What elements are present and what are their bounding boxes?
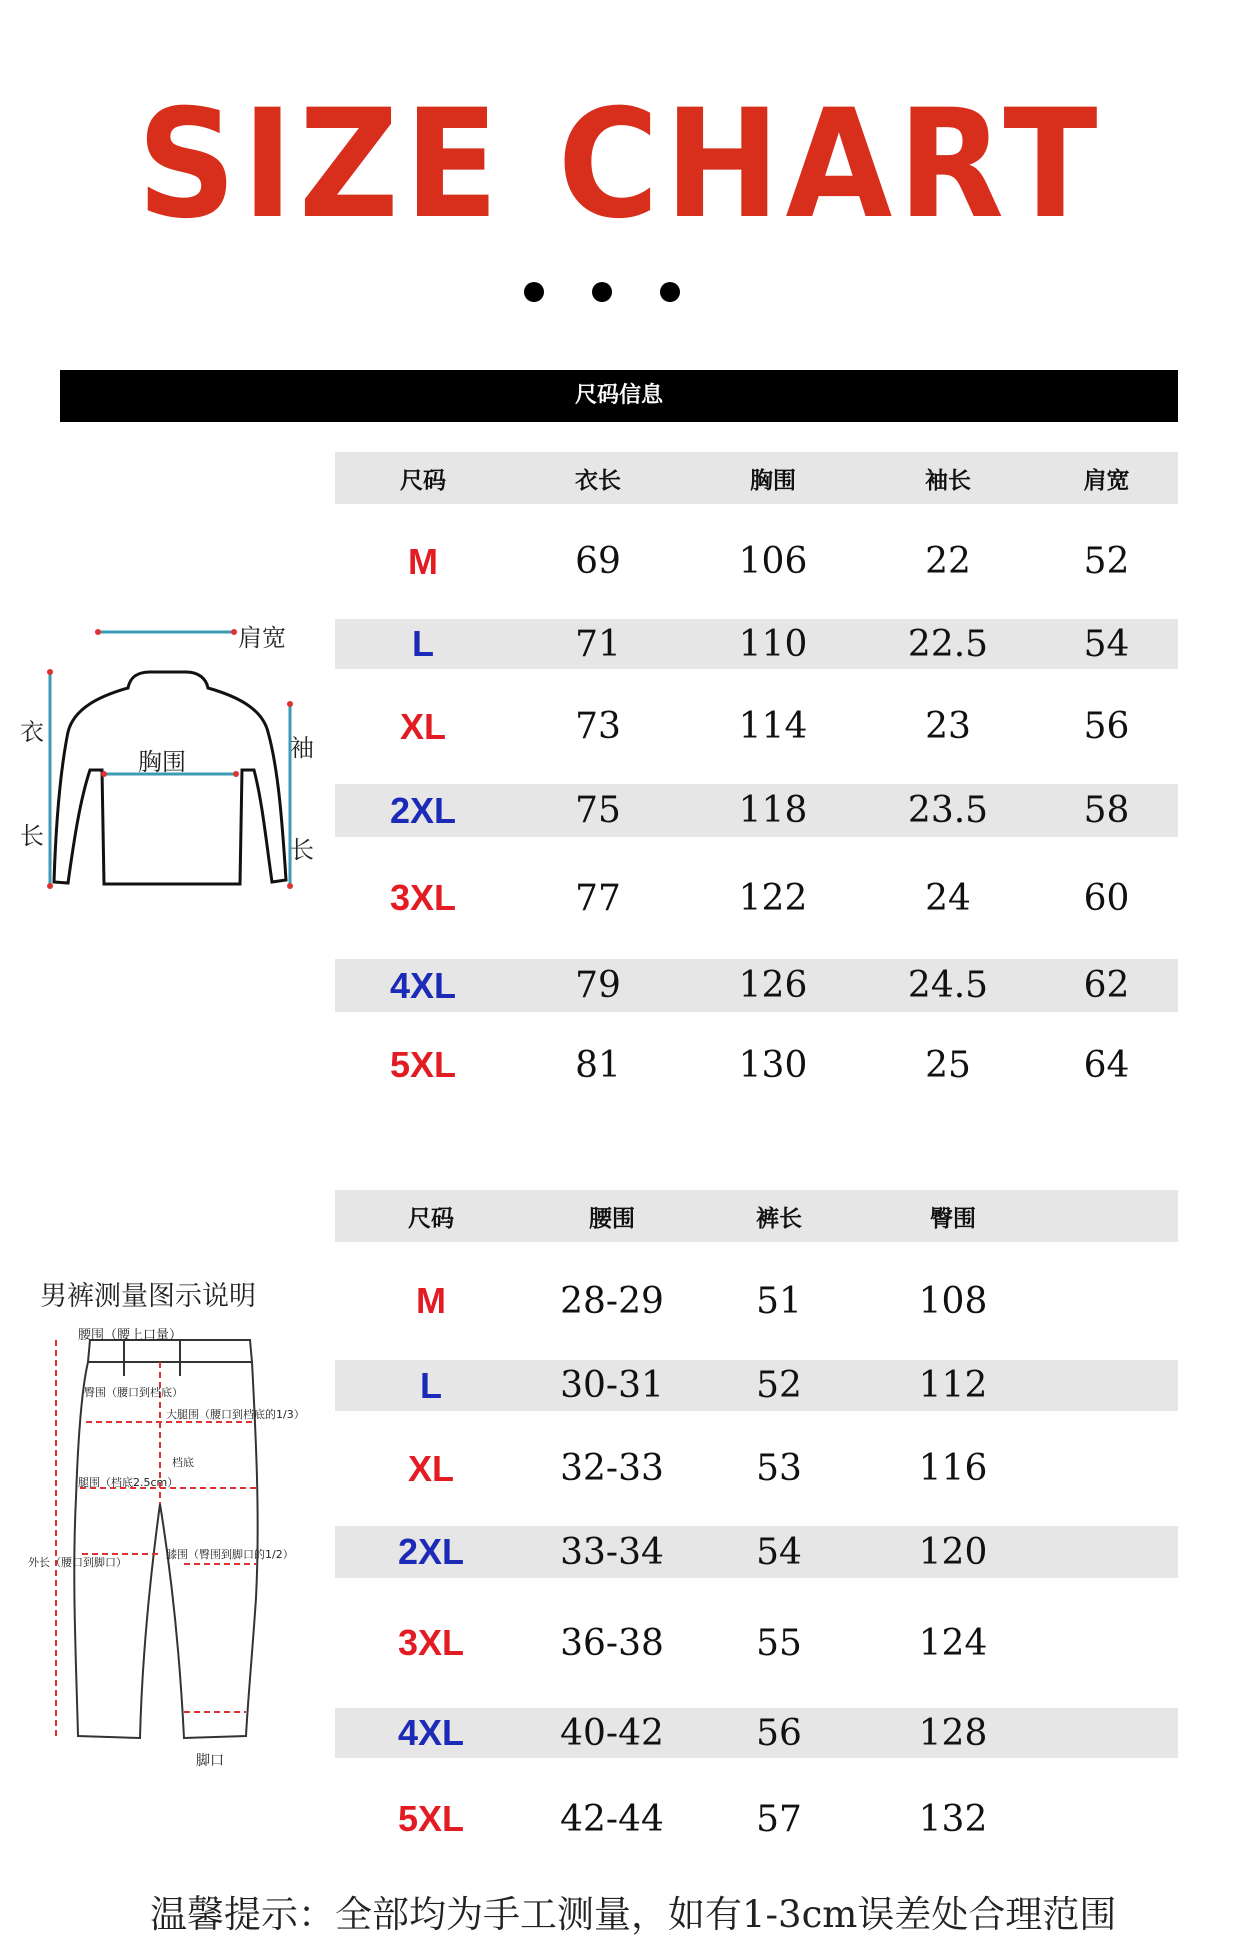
empty-cell (1045, 1526, 1178, 1578)
pants-hem-label: 脚口 (196, 1753, 224, 1769)
empty-cell (1045, 1411, 1178, 1526)
value-cell: 64 (1083, 1044, 1130, 1086)
header-shoulder: 肩宽 (1035, 452, 1178, 504)
value-cell: 23 (925, 706, 971, 747)
table-row (335, 1708, 1178, 1758)
table-header-row (335, 452, 1178, 504)
footer-note: 温馨提示：全部均为手工测量，如有1-3cm误差处合理范围 (150, 1893, 1117, 1936)
value-cell: 53 (756, 1448, 802, 1489)
table-row (335, 1411, 1178, 1526)
sleeve-label-top: 袖 (290, 734, 314, 762)
value-cell: 28-29 (560, 1280, 664, 1322)
table-row (335, 784, 1178, 837)
size-cell: L (335, 1360, 527, 1411)
empty-cell (1045, 1360, 1178, 1411)
value-cell: 24.5 (861, 959, 1035, 1012)
table-row (335, 1526, 1178, 1578)
value-cell: 56 (1083, 706, 1130, 747)
pants-outseam-label: 外长（腰口到脚口） (28, 1556, 127, 1569)
value-cell: 57 (756, 1798, 802, 1840)
value-cell: 54 (697, 1526, 861, 1578)
value-cell: 108 (918, 1280, 988, 1322)
table-row (335, 1578, 1178, 1708)
value-cell: 51 (756, 1280, 802, 1322)
value-cell: 112 (861, 1360, 1045, 1411)
pants-diagram-caption: 男裤测量图示说明 (40, 1281, 256, 1312)
header-chest: 胸围 (685, 452, 861, 504)
header-pants-length: 裤长 (697, 1190, 861, 1242)
shoulder-label: 肩宽 (238, 624, 286, 652)
jacket-size-table (335, 452, 1178, 1118)
value-cell: 130 (738, 1044, 808, 1086)
size-cell: XL (407, 1447, 454, 1489)
length-label-bottom: 长 (20, 822, 44, 850)
header-sleeve: 袖长 (861, 452, 1035, 504)
decorative-dots (524, 282, 684, 304)
size-info-banner: 尺码信息 (60, 370, 1178, 422)
value-cell: 69 (575, 541, 621, 582)
chest-label: 胸围 (138, 748, 186, 776)
header-size: 尺码 (335, 1190, 527, 1242)
value-cell: 56 (697, 1708, 861, 1758)
dot-icon (524, 282, 544, 302)
size-cell: 2XL (335, 1526, 527, 1578)
jacket-outline-icon (54, 672, 286, 884)
pants-waist-label: 腰围（腰上口量） (78, 1328, 183, 1343)
table-header-row (335, 1190, 1178, 1242)
value-cell: 110 (685, 619, 861, 669)
pants-thigh2-label: 腿围（档底2.5cm） (78, 1476, 179, 1489)
empty-cell (1045, 1708, 1178, 1758)
pants-thigh-label: 大腿围（腰口到档底的1/3） (166, 1408, 305, 1421)
size-cell: 3XL (397, 1622, 465, 1663)
value-cell: 106 (738, 541, 808, 582)
header-hip: 臀围 (861, 1190, 1045, 1242)
table-row (335, 959, 1178, 1012)
size-cell: L (335, 619, 511, 669)
table-row (335, 669, 1178, 784)
size-cell: 2XL (335, 784, 511, 837)
table-row (335, 1242, 1178, 1360)
table-row (335, 504, 1178, 619)
size-cell: M (408, 540, 438, 582)
size-cell: 4XL (335, 1708, 527, 1758)
pants-knee-label: 膝围（臀围到脚口的1/2） (166, 1548, 294, 1561)
value-cell: 22 (925, 541, 971, 582)
value-cell: 24 (925, 877, 971, 919)
value-cell: 114 (738, 706, 808, 747)
size-cell: 3XL (389, 877, 457, 918)
value-cell: 40-42 (527, 1708, 697, 1758)
empty-cell (1045, 1242, 1178, 1360)
size-cell: 5XL (397, 1798, 465, 1839)
dot-icon (660, 282, 680, 302)
value-cell: 62 (1035, 959, 1178, 1012)
page-title: SIZE CHART (136, 78, 1104, 252)
value-cell: 54 (1035, 619, 1178, 669)
value-cell: 25 (925, 1044, 971, 1086)
length-label-top: 衣 (20, 718, 44, 746)
size-cell: 4XL (335, 959, 511, 1012)
value-cell: 128 (861, 1708, 1045, 1758)
value-cell: 23.5 (861, 784, 1035, 837)
header-waist: 腰围 (527, 1190, 697, 1242)
value-cell: 77 (575, 877, 621, 919)
header-length: 衣长 (511, 452, 685, 504)
table-row (335, 837, 1178, 959)
value-cell: 79 (511, 959, 685, 1012)
table-row (335, 1360, 1178, 1411)
header-size: 尺码 (335, 452, 511, 504)
value-cell: 124 (918, 1622, 988, 1664)
value-cell: 118 (685, 784, 861, 837)
header-empty (1045, 1190, 1178, 1242)
value-cell: 71 (511, 619, 685, 669)
table-row (335, 619, 1178, 669)
value-cell: 22.5 (861, 619, 1035, 669)
pants-crotch-label: 档底 (172, 1456, 194, 1469)
size-cell: M (416, 1280, 446, 1321)
sleeve-label-bottom: 长 (290, 836, 314, 864)
value-cell: 42-44 (560, 1798, 664, 1840)
value-cell: 73 (575, 706, 621, 747)
empty-cell (1045, 1758, 1178, 1880)
value-cell: 126 (685, 959, 861, 1012)
size-cell: 5XL (389, 1044, 457, 1085)
size-cell: XL (399, 705, 446, 747)
value-cell: 55 (756, 1622, 802, 1664)
value-cell: 60 (1083, 877, 1130, 919)
empty-cell (1045, 1578, 1178, 1708)
dot-icon (592, 282, 612, 302)
value-cell: 36-38 (560, 1622, 664, 1664)
pants-size-table (335, 1190, 1178, 1880)
value-cell: 58 (1035, 784, 1178, 837)
value-cell: 75 (511, 784, 685, 837)
value-cell: 116 (918, 1448, 988, 1489)
value-cell: 122 (738, 877, 808, 919)
table-row (335, 1012, 1178, 1118)
value-cell: 32-33 (560, 1448, 664, 1489)
value-cell: 81 (575, 1044, 621, 1086)
value-cell: 52 (697, 1360, 861, 1411)
value-cell: 30-31 (527, 1360, 697, 1411)
table-row (335, 1758, 1178, 1880)
pants-hip-label: 臀围（腰口到档底） (84, 1386, 183, 1399)
value-cell: 33-34 (527, 1526, 697, 1578)
value-cell: 120 (861, 1526, 1045, 1578)
value-cell: 132 (918, 1798, 988, 1840)
value-cell: 52 (1083, 541, 1130, 582)
